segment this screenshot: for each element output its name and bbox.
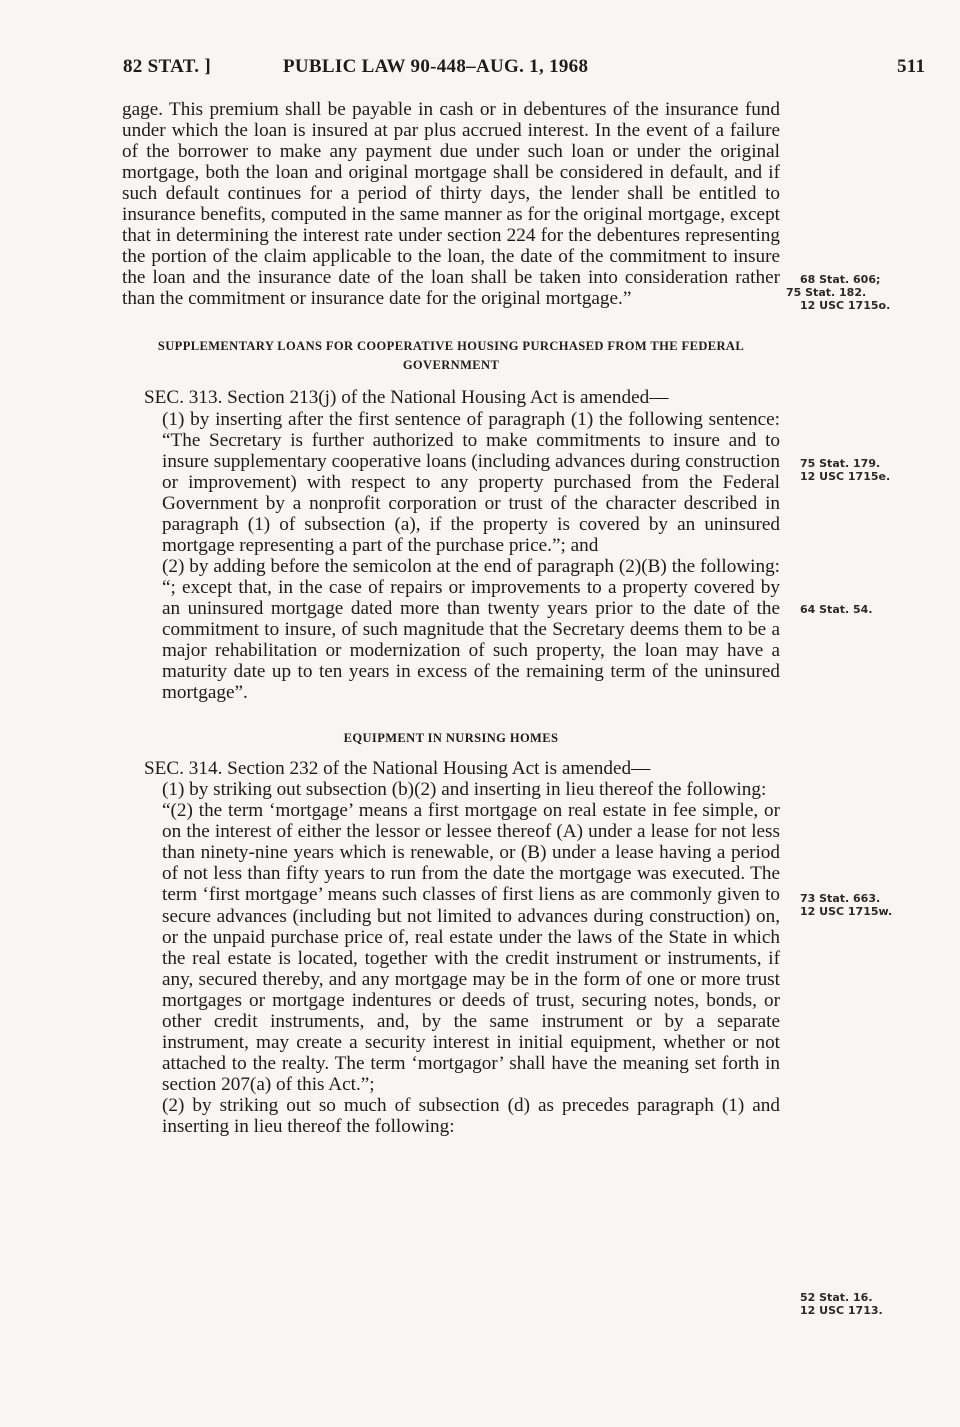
section-314-clause-2-text: (2) by striking out so much of subsection (d) as precedes paragraph (1) and inserting in lieu thereof the following:: [162, 1094, 780, 1137]
margin-note-1-line-1: 68 Stat. 606;: [800, 273, 881, 286]
paragraph-continuation: gage. This premium shall be payable in cash or in debentures of the insurance fund under which the loan is insured at par plus accrued interest. In the event of a failure of the borrower to make any payment due under such loan or under the original mortgage, both the loan and original mortgage shall be considered in default, and if such default continues for a period of thirty days, the lender shall be entitled to insurance benefits, computed in the same manner as for the original mortgage, except that in determining the interest rate under section 224 for the debentures representing the portion of the claim applicable to the loan, the date of the commitment to insure the loan and the insurance date of the loan shall be taken into consideration rather than the commitment or insurance date for the original mortgage.”: [122, 99, 780, 310]
margin-note-1-line-2: 75 Stat. 182.: [786, 286, 867, 299]
body-text: [122, 99, 780, 1137]
margin-note-4-line-2: 12 USC 1715w.: [800, 905, 893, 918]
section-313-clause-2: [122, 556, 780, 703]
section-314-clause-1-text: (1) by striking out subsection (b)(2) and inserting in lieu thereof the following:: [162, 779, 767, 801]
margin-note-5: [800, 1291, 940, 1317]
margin-note-5-line-2: 12 USC 1713.: [800, 1304, 883, 1317]
margin-note-5-line-1: 52 Stat. 16.: [800, 1291, 873, 1304]
margin-note-2-line-1: 75 Stat. 179.: [800, 457, 881, 470]
section-314-clause-1: [122, 779, 780, 800]
margin-note-4-line-1: 73 Stat. 663.: [800, 892, 881, 905]
margin-note-4: [800, 892, 940, 918]
margin-note-1-line-3: 12 USC 1715o.: [800, 299, 891, 312]
margin-note-3: [800, 603, 940, 616]
section-heading-supplementary-loans: SUPPLEMENTARY LOANS FOR COOPERATIVE HOUSING PURCHASED FROM THE FEDERAL GOVERNMENT: [157, 339, 745, 373]
section-313-intro: SEC. 313. Section 213(j) of the National Housing Act is amended—: [144, 387, 669, 409]
section-313-clause-1: [122, 409, 780, 556]
section-314-quoted-definition-text: “(2) the term ‘mortgage’ means a first mortgage on real estate in fee simple, or on the interest of either the lessor or lessee thereof (A) under a lease for not less than ninety-nine years which is renewable, or (B) under a lease having a period of not less than fifty years to run from the date the mortgage was executed. The term ‘first mortgage’ means such classes of first liens as are commonly given to secure advances (including but not limited to advances during construction) on, or the unpaid purchase price of, real estate under the laws of the State in which the real estate is located, together with the credit instrument or instruments, if any, secured thereby, and any mortgage may be in the form of one or more trust mortgages or mortgage indentures or deeds of trust, securing notes, bonds, or other credit instruments, and, by the same instrument or by a separate instrument, may create a security interest in initial equipment, whether or not attached to the realty. The term ‘mortgagor’ shall have the meaning set forth in section 207(a) of this Act.”;: [162, 800, 780, 1095]
section-heading-equipment-nursing-homes: EQUIPMENT IN NURSING HOMES: [343, 731, 559, 746]
margin-note-2-line-2: 12 USC 1715e.: [800, 470, 891, 483]
section-313-clause-1-text: (1) by inserting after the first sentence of paragraph (1) the following sentence: “The Secretary is further authorized to make commitments to insure and to insure supplementary cooperative loans (including advances during construction or improvement) with respect to any property purchased from the Federal Government by a nonprofit corporation or trust of the character described in paragraph (1) of subsection (a), if the property is covered by an uninsured mortgage representing a part of the purchase price.”; and: [162, 408, 780, 556]
margin-note-1: [786, 273, 940, 312]
header-statute-volume: 82 STAT. ]: [123, 56, 211, 77]
section-314-quoted-definition: [122, 800, 780, 1095]
header-title: PUBLIC LAW 90-448–AUG. 1, 1968: [283, 56, 589, 77]
section-314-clause-2: [122, 1095, 780, 1137]
margin-note-2: [800, 457, 940, 483]
section-313-clause-2-text: (2) by adding before the semicolon at the end of paragraph (2)(B) the following: “; except that, in the case of repairs or improvements to a property covered by an uninsured mortgage dated more than twenty years prior to the date of the commitment to insure, of such magnitude that the Secretary deems them to be a major rehabilitation or modernization of such property, the loan may have a maturity date up to ten years in excess of the remaining term of the uninsured mortgage”.: [162, 555, 780, 704]
section-314-intro: SEC. 314. Section 232 of the National Housing Act is amended—: [144, 758, 651, 780]
page-number: 511: [897, 56, 926, 77]
margin-note-3-line-1: 64 Stat. 54.: [800, 603, 873, 616]
